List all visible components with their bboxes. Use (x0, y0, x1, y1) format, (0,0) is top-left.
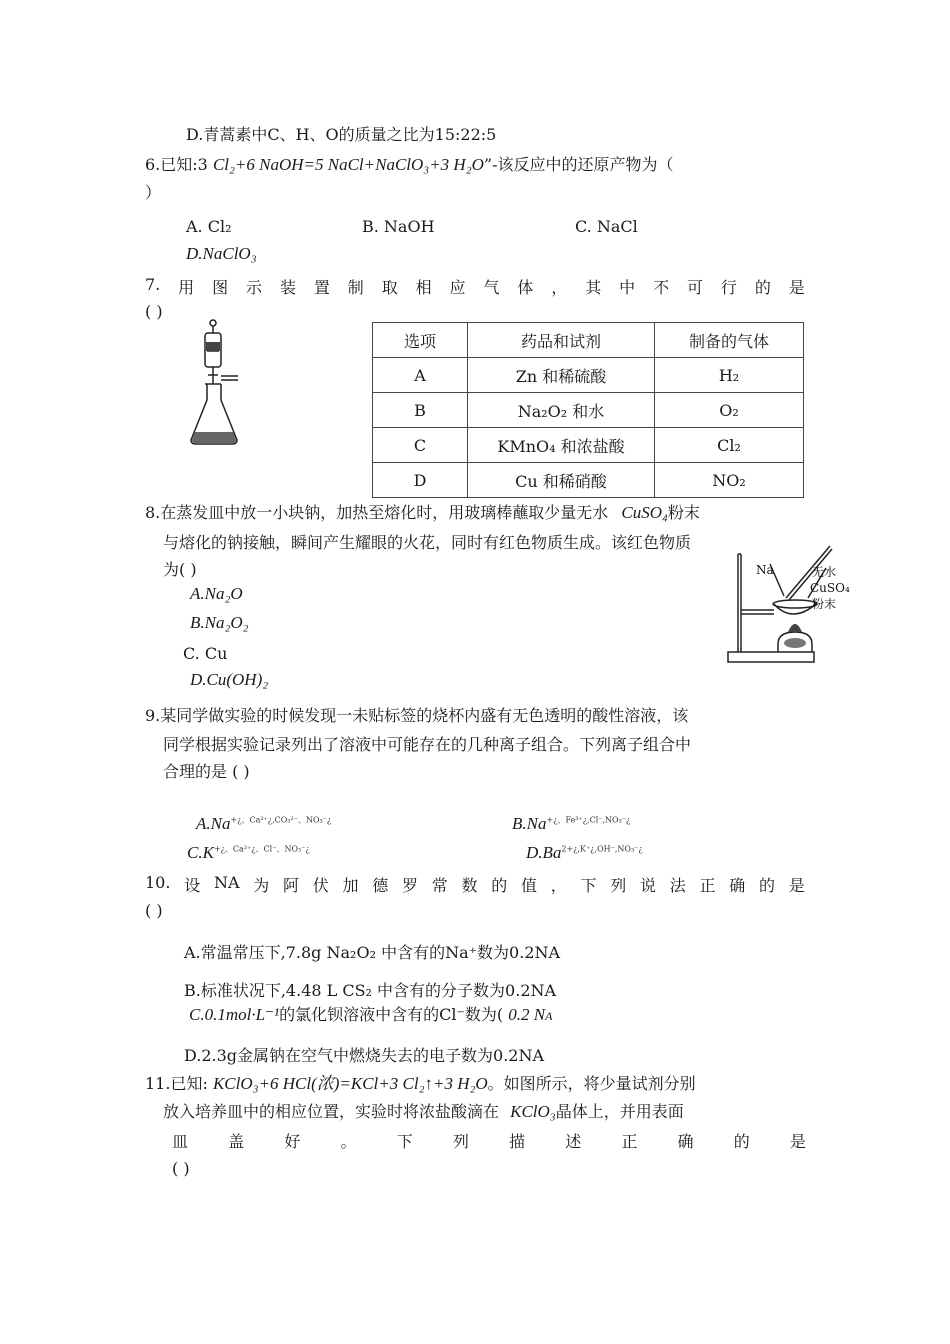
q7-char: 体 (517, 278, 534, 297)
q10-char: 确 (729, 876, 746, 895)
q10-char: 为 (253, 876, 270, 895)
q11-char: 皿 (172, 1132, 189, 1151)
table-cell: D (373, 463, 468, 498)
q11-char: 列 (452, 1132, 469, 1151)
q10-option-d: D.2.3g金属钠在空气中燃烧失去的电子数为0.2NA (184, 1046, 545, 1065)
q6-option-b: B. NaOH (362, 217, 435, 236)
q9-option-a (196, 814, 331, 834)
q10-char: 的 (758, 876, 775, 895)
q9-option-b-ions: +¿、Fe³⁺¿,Cl⁻,NO₃⁻¿ (546, 815, 631, 825)
q10-char: 列 (610, 876, 627, 895)
q10-char: 下 (580, 876, 597, 895)
q9-option-a-main: A.Na (196, 814, 231, 833)
q9-option-d-ions: 2+¿,K⁺¿,OH⁻,NO₃⁻¿ (561, 844, 643, 854)
q8-stem-line2: 与熔化的钠接触，瞬间产生耀眼的火花，同时有红色物质生成。该红色物质 (163, 533, 692, 552)
q11-stem-line1 (145, 1069, 696, 1094)
q10-char: 数 (461, 876, 478, 895)
q11-text: 11.已知: (145, 1074, 208, 1093)
q10-option-c (189, 1002, 552, 1025)
q7-char: 不 (653, 278, 670, 297)
q11-text: 。如图所示，将少量试剂分别 (487, 1074, 696, 1093)
table-cell: NO₂ (655, 463, 804, 498)
q10-char: 阿 (282, 876, 299, 895)
q9-option-b (512, 814, 630, 834)
figure-label-anhydrous: 无水 (812, 565, 837, 579)
q10-option-c-unit: mol·L⁻¹ (225, 1005, 280, 1024)
q7-char: 相 (415, 278, 432, 297)
figure-label-cuso4: CuSO₄ (810, 581, 850, 595)
q7-char: 中 (619, 278, 636, 297)
q7-char: 图 (212, 278, 229, 297)
q10-char: 加 (342, 876, 359, 895)
table-cell: O₂ (655, 393, 804, 428)
q11-char: 下 (396, 1132, 413, 1151)
q10-char: 设 (184, 876, 201, 895)
q7-char: 的 (754, 278, 771, 297)
figure-label-powder: 粉末 (812, 597, 837, 611)
table-header: 药品和试剂 (468, 323, 655, 358)
q10-answer-paren: ( ) (145, 901, 163, 920)
q10-char: 的 (491, 876, 508, 895)
q10-option-b: B.标准状况下,4.48 L CS₂ 中含有的分子数为0.2NA (184, 981, 557, 1000)
q10-char: 正 (699, 876, 716, 895)
q10-option-c-value: 0.2 N (508, 1005, 546, 1024)
table-cell: H₂ (655, 358, 804, 393)
q5-option-d: D.青蒿素中C、H、O的质量之比为15:22:5 (186, 125, 497, 144)
q7-char: 示 (246, 278, 263, 297)
q7-char: 其 (585, 278, 602, 297)
figure-label-na: Na (756, 563, 774, 577)
q8-stem-line1 (145, 500, 700, 523)
q11-char: 确 (677, 1132, 694, 1151)
q9-option-c-ions: +¿、Ca²⁺¿、Cl⁻、NO₃⁻¿ (213, 844, 310, 854)
separatory-funnel-flask-figure (188, 318, 242, 450)
q9-option-c (187, 843, 310, 863)
table-header-row (373, 323, 804, 358)
table-cell: A (373, 358, 468, 393)
table-cell: Cu 和稀硝酸 (468, 463, 655, 498)
q8-option-c: C. Cu (183, 644, 228, 663)
q8-option-d: D.Cu(OH)₂ (190, 670, 269, 689)
q11-equation: KClO₃+6 HCl(浓)=KCl+3 Cl₂↑+3 H₂O (212, 1074, 488, 1093)
q7-char: ， (551, 278, 568, 297)
q11-char: 描 (509, 1132, 526, 1151)
q9-option-d (526, 843, 643, 863)
table-header: 制备的气体 (655, 323, 804, 358)
q10-char: 说 (639, 876, 656, 895)
q10-char: 伏 (312, 876, 329, 895)
table-cell: Na₂O₂ 和水 (468, 393, 655, 428)
q11-stem-line3 (172, 1129, 806, 1152)
q8-formula: CuSO₄ (621, 503, 668, 522)
q7-char: 装 (279, 278, 296, 297)
q10-char: 是 (788, 876, 805, 895)
q6-equation: Cl₂+6 NaOH=5 NaCl+NaClO₃+3 H₂O (212, 155, 484, 174)
q9-option-c-main: C.K (187, 843, 214, 862)
q11-char: 是 (789, 1132, 806, 1151)
table-header: 选项 (373, 323, 468, 358)
q6-suffix: ”-该反应中的还原产物为（ (483, 155, 674, 174)
q7-char: 可 (687, 278, 704, 297)
q10-option-c-label: C.0.1 (189, 1005, 226, 1024)
q8-stem-line3: 为( ) (163, 560, 197, 579)
q10-char: NA (213, 873, 240, 892)
table-cell: B (373, 393, 468, 428)
q6-prefix: 6.已知:3 (145, 155, 213, 174)
q8-option-b: B.Na₂O₂ (190, 613, 249, 632)
q7-char: 用 (178, 278, 195, 297)
q11-char: 的 (733, 1132, 750, 1151)
q7-char: 取 (381, 278, 398, 297)
table-row (373, 358, 804, 393)
q11-char: 盖 (228, 1132, 245, 1151)
table-cell: KMnO₄ 和浓盐酸 (468, 428, 655, 463)
q9-stem-line1: 9.某同学做实验的时候发现一未贴标签的烧杯内盛有无色透明的酸性溶液，该 (145, 706, 689, 725)
table-cell: Cl₂ (655, 428, 804, 463)
q10-stem-line1 (145, 873, 805, 896)
q11-char: 。 (340, 1132, 357, 1151)
q7-char: 行 (720, 278, 737, 297)
q7-char: 制 (347, 278, 364, 297)
q11-char: 好 (284, 1132, 301, 1151)
q11-stem-line2 (163, 1099, 684, 1122)
q6-option-d: D.NaClO₃ (186, 244, 257, 263)
q8-text: 8.在蒸发皿中放一小块钠，加热至熔化时，用玻璃棒蘸取少量无水 (145, 503, 609, 522)
table-cell: Zn 和稀硫酸 (468, 358, 655, 393)
q10-option-a: A.常温常压下,7.8g Na₂O₂ 中含有的Na⁺数为0.2NA (184, 943, 561, 962)
evaporating-dish-apparatus-figure (726, 540, 856, 664)
q10-char: 法 (669, 876, 686, 895)
q10-option-c-subscript: A (545, 1009, 553, 1023)
q7-char: 应 (449, 278, 466, 297)
q7-stem-line1 (145, 275, 805, 298)
q9-stem-line2: 同学根据实验记录列出了溶液中可能存在的几种离子组合。下列离子组合中 (163, 735, 692, 754)
q11-text: 放入培养皿中的相应位置，实验时将浓盐酸滴在 (163, 1102, 500, 1121)
q10-char: 德 (372, 876, 389, 895)
q10-number: 10. (145, 873, 171, 892)
table-row (373, 463, 804, 498)
table-cell: C (373, 428, 468, 463)
q10-option-c-text: 的氯化钡溶液中含有的Cl⁻数为( (279, 1005, 504, 1024)
q10-char: 常 (431, 876, 448, 895)
q6-option-c: C. NaCl (575, 217, 638, 236)
q8-option-a: A.Na₂O (190, 584, 243, 603)
table-row (373, 428, 804, 463)
q11-char: 述 (565, 1132, 582, 1151)
q7-answer-paren: ( ) (145, 302, 163, 321)
q10-char: 值 (520, 876, 537, 895)
q7-char: 置 (313, 278, 330, 297)
q9-option-b-main: B.Na (512, 814, 547, 833)
q11-formula: KClO₃ (510, 1102, 556, 1121)
q7-char: 是 (788, 278, 805, 297)
q11-answer-paren: ( ) (172, 1159, 190, 1178)
q11-text: 晶体上，并用表面 (555, 1102, 684, 1121)
q11-char: 正 (621, 1132, 638, 1151)
q6-stem (145, 152, 674, 175)
q10-char: ， (550, 876, 567, 895)
q6-stem-wrap: ） (145, 183, 162, 202)
q8-text: 粉末 (667, 503, 700, 522)
q9-stem-line3: 合理的是 ( ) (163, 762, 250, 781)
q9-option-d-main: D.Ba (526, 843, 562, 862)
table-row (373, 393, 804, 428)
q7-number: 7. (145, 275, 161, 294)
q7-options-table (372, 322, 804, 498)
q10-char: 罗 (401, 876, 418, 895)
q7-char: 气 (483, 278, 500, 297)
q6-option-a: A. Cl₂ (186, 217, 232, 236)
q9-option-a-ions: +¿、Ca²⁺¿,CO₃²⁻、NO₃⁻¿ (230, 815, 332, 825)
